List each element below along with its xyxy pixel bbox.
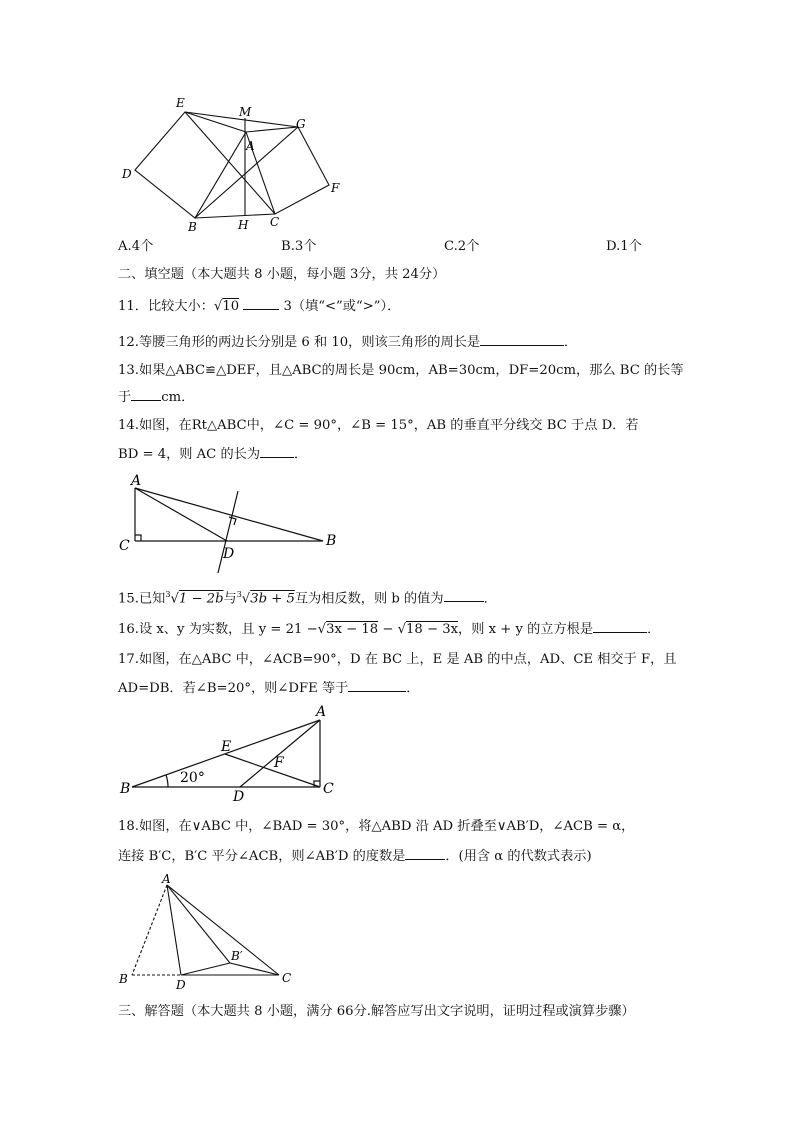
q14-end: ． (294, 447, 308, 462)
fig3-label-d: D (233, 789, 245, 805)
fig4-label-a: A (162, 872, 171, 886)
q14-line2: BD = 4，则 AC 的长为 (118, 447, 261, 462)
fig1-label-e: E (176, 96, 185, 110)
option-a: A.4个 (118, 239, 154, 254)
fig3-label-c: C (323, 781, 334, 797)
fig1-label-c: C (270, 215, 280, 229)
q15-suffix: 互为相反数，则 b 的值为 (294, 591, 444, 607)
q15-prefix: 15.已知 (118, 591, 166, 607)
q16-end: ． (647, 622, 661, 637)
q18-line2: 连接 B′C，B′C 平分∠ACB，则∠AB′D 的度数是 (118, 849, 406, 864)
q12-end: ． (564, 335, 578, 350)
q17-line-1: 17.如图，在△ABC 中，∠ACB=90°，D 在 BC 上，E 是 AB 的中点，AD、CE 相交于 F，且 (118, 652, 677, 667)
question-16: 16.设 x、y 为实数，且 y = 21 −√3x − 18 − √18 − 3x，则 x + y 的立方根是 ． (118, 619, 660, 639)
fig4-label-b-prime: B′ (231, 949, 243, 963)
fig3-label-f: F (274, 755, 284, 771)
q15-end: ． (483, 591, 497, 607)
q18-line-1: 18.如图，在∨ABC 中，∠BAD = 30°，将△ABD 沿 AD 折叠至∨AB′D，∠ACB = α， (118, 819, 635, 834)
fig2-label-d: D (223, 546, 235, 562)
option-b: B.3个 (281, 239, 317, 254)
fig2-label-c: C (119, 538, 130, 554)
q11-radicand: 10 (222, 299, 240, 314)
fig3-label-e: E (221, 739, 232, 755)
fig4-label-c: C (282, 971, 292, 985)
q16-prefix: 16.设 x、y 为实数，且 y = 21 − (118, 622, 318, 637)
q15-radicand-2: 3b + 5 (250, 591, 295, 607)
q13-line2-a: 于 (118, 390, 132, 405)
question-15: 15.已知$^3$√1 − 2b与$^3$√3b + 5互为相反数，则 b 的值为 ． (118, 590, 497, 607)
fig1-label-h: H (238, 218, 249, 232)
fig1-label-a: A (246, 139, 255, 153)
q11-prefix: 11．比较大小： (118, 299, 214, 314)
fig2-label-a: A (131, 473, 142, 489)
q16-minus: − (382, 622, 394, 637)
q18-end: ．(用含 α 的代数式表示) (445, 849, 592, 864)
section-2-heading: 二、填空题（本大题共 8 小题，每小题 3分，共 24分） (118, 267, 446, 282)
fig4-label-d: D (176, 978, 186, 992)
fig1-label-m: M (239, 105, 252, 119)
q15-index-2: 3 (236, 590, 242, 599)
q13-line2-b: cm． (161, 390, 195, 405)
q12-text: 12.等腰三角形的两边长分别是 6 和 10，则该三角形的周长是 (118, 335, 481, 350)
fig4-label-b: B (119, 972, 128, 986)
q11-sqrt: √10 (213, 299, 240, 314)
fig1-label-g: G (296, 117, 306, 131)
q16-suffix: ，则 x + y 的立方根是 (458, 622, 594, 637)
q16-radicand-2: 18 − 3x (405, 622, 459, 637)
q16-radicand-1: 3x − 18 (326, 622, 379, 637)
q17-end: ． (406, 681, 420, 696)
q14-line-1: 14.如图，在Rt△ABC中，∠C = 90°，∠B = 15°，AB 的垂直平分线交 BC 于点 D．若 (118, 418, 639, 433)
fig1-label-f: F (331, 181, 340, 195)
option-c: C.2个 (444, 239, 480, 254)
section-3-heading: 三、解答题（本大题共 8 小题，满分 66分.解答应写出文字说明，证明过程或演算步骤） (118, 1004, 635, 1019)
q17-line2: AD=DB．若∠B=20°，则∠DFE 等于 (118, 681, 349, 696)
q15-radicand-1: 1 − 2b (178, 591, 224, 607)
q11-suffix: 3（填“<”或“>”）． (283, 299, 401, 314)
q13-line-1: 13.如果△ABC≌△DEF，且△ABC的周长是 90cm，AB=30cm，DF=20cm，那么 BC 的长等 (118, 363, 684, 378)
fig1-label-d: D (122, 167, 132, 181)
option-d: D.1个 (606, 239, 642, 254)
q15-index-1: 3 (165, 590, 171, 599)
fig1-label-b: B (188, 220, 197, 234)
fig3-label-b: B (120, 781, 131, 797)
fig3-angle-label: 20° (180, 770, 205, 786)
q15-mid: 与 (223, 591, 237, 607)
fig2-label-b: B (326, 533, 337, 549)
fig3-label-a: A (316, 704, 327, 720)
